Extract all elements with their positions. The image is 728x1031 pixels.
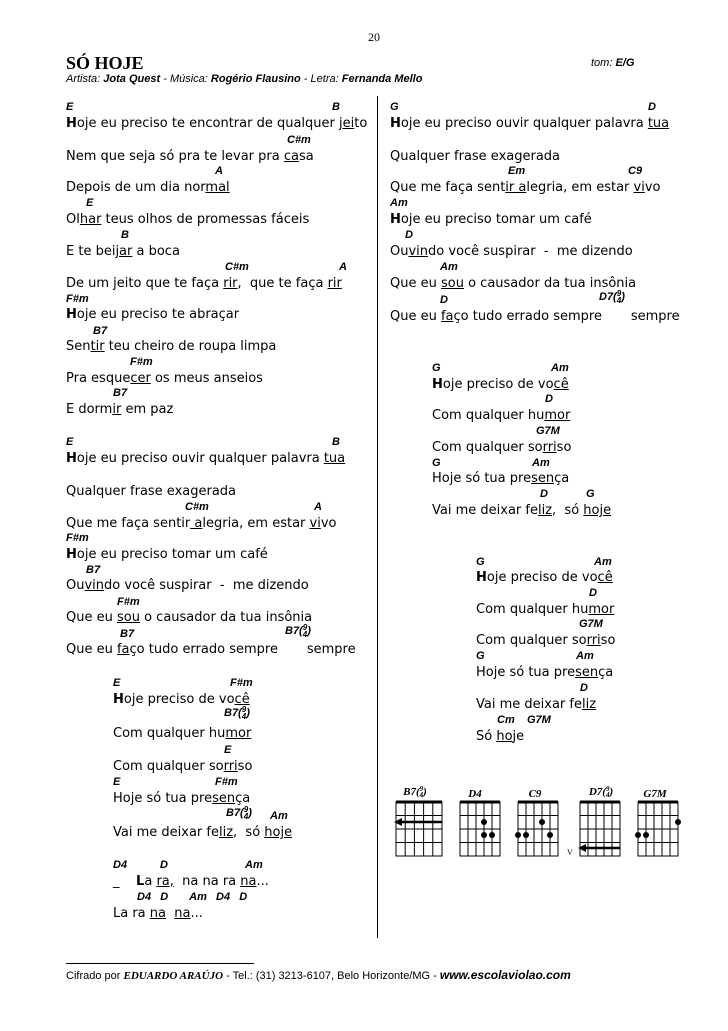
lyric-text: em paz [121,402,174,417]
lyric-syllable: ca [283,149,299,164]
lyric-line [66,276,342,291]
lyric-text: oje preciso de vo [123,692,235,707]
chord-root: D7( [599,290,617,303]
lyric-syllable: cê [553,377,569,392]
lyric-line [66,244,180,259]
lyric-syllable: jar [115,244,133,259]
chord-tension-top: 9 [616,289,622,298]
chord: Am [532,457,550,469]
chord: E [113,677,121,689]
song-title: SÓ HOJE [66,53,144,73]
initial-letter: H [476,570,487,585]
lyric-syllable: mor [588,602,615,617]
lyric-text: Com qualquer hu [432,408,545,423]
lyric-line [66,547,268,562]
lyric-text: Depois de um dia nor [66,180,206,195]
lyric-line [390,276,636,291]
lyric-syllable: vi [309,516,321,531]
chord: D [580,682,588,694]
chord: A [339,261,347,273]
chord: B [332,101,340,113]
lyric-text: Com qualquer hu [476,602,589,617]
lyric-text: so [556,440,572,455]
footer [66,968,571,982]
lyric-text: _ [113,874,137,889]
lyric-text: ça [554,471,570,486]
lyric-line [476,633,615,648]
lyric-line [476,570,613,585]
chord: E [113,776,121,788]
lyric-syllable: cê [234,692,250,707]
lyric-line [113,759,252,774]
lyric-text: Sen [66,339,91,354]
artist-label: Artista: [66,73,101,85]
chord: G [390,101,399,113]
chord-extended [224,706,250,720]
lyric-text: ... [190,906,203,921]
lyric-text: teu cheiro de roupa limpa [104,339,277,354]
chord: F#m [230,677,253,689]
lyric-syllable: cer [130,371,151,386]
chord: D [405,229,413,241]
lyric-syllable: liz [537,503,553,518]
lyric-text: ço tudo errado sempre sempre [129,642,356,657]
initial-letter: H [113,692,124,707]
lyric-syllable: na [149,906,167,921]
lyric-line [390,244,633,259]
lyric-line [113,726,251,741]
chord: G7M [536,425,560,437]
lyric-syllable: sou [440,276,464,291]
lyric-text: La ra [113,906,150,921]
chord: G7M [579,618,603,630]
lyric-line [476,729,524,744]
lyric-line [66,116,367,131]
chord-close: ) [307,624,311,637]
chord-tension-bottom: 4 [241,712,247,721]
lyric-text: o causador da tua insônia [463,276,637,291]
chord: Am [390,197,408,209]
lyric-syllable: cê [597,570,613,585]
lyric-line [113,791,250,806]
diagram-close: ) [609,786,614,798]
lyric-text: Que eu [66,610,117,625]
chord-tension-bottom: 4 [302,630,308,639]
lyric-text: Ho [432,471,450,486]
lyric-text: Vai me deixar fe [113,825,219,840]
chord-root: B7( [224,706,242,719]
lyric-text: so [600,633,616,648]
chord: D [440,294,448,306]
chord: Am [551,362,569,374]
diagram-tension-top: 9 [419,785,424,794]
lyric-text: je só tua pre [493,665,576,680]
lyric-syllable: vin [408,244,429,259]
lyric-text: Com qualquer so [432,440,543,455]
lyric-line [113,906,203,921]
diagram-close: ) [423,786,427,798]
lyric-line [476,697,596,712]
lyric-syllable: hoje [583,503,612,518]
lyric-text: , só [233,825,265,840]
lyric-syllable: jei [339,116,355,131]
lyric-text: , que te faça [237,276,328,291]
lyric-line [432,440,571,455]
chord: B7 [113,387,128,399]
lyric-text: oje eu preciso ouvir qualquer palavra [400,116,648,131]
diagram-tension-bottom: 4 [419,791,424,800]
lyric-text: Com qualquer so [476,633,587,648]
lyric-text: Ol [66,212,80,227]
chord-diagram-g7m [635,802,681,856]
chord-tension-top: 9 [243,805,249,814]
chord-root: B7( [226,806,244,819]
chord: D4 D Am D4 D [137,891,248,903]
lyric-line [66,307,239,322]
chord-close: ) [246,706,250,719]
lyric-syllable: na [174,906,191,921]
song-credits: Artista: Jota Quest - Música: Rogério Flausino - Letra: Fernanda Mello [66,73,423,85]
website-link[interactable]: www.escolaviolao.com [439,968,571,982]
lyric-text: ça [235,791,251,806]
lyric-text: na na ra [173,874,241,889]
lyric-syllable: liz [581,697,597,712]
lyric-text: vo [644,180,661,195]
lyric-syllable: rir [327,276,342,291]
lyrics-label: Letra: [310,73,339,85]
lyric-line [113,874,269,889]
initial-letter: H [66,451,77,466]
lyric-line: Qualquer frase exagerada [66,484,237,499]
arranger-name: EDUARDO ARAÚJO [123,970,224,982]
chord: D [545,393,553,405]
lyric-line [432,377,569,392]
lyric-text: vo [320,516,337,531]
fret-marker: V [567,848,573,857]
diagram-name-b7-9-4 [385,786,445,798]
lyric-text: Que me faça sentir [66,516,191,531]
chord: B7 [120,628,135,640]
lyric-text: Que eu [390,309,441,324]
lyric-text: Com qualquer so [113,759,224,774]
lyric-text: Com qualquer hu [113,726,226,741]
lyric-syllable: vin [84,578,105,593]
chord-extended [599,290,625,304]
chord: E [66,101,74,113]
chord-close: ) [248,806,252,819]
chord: D [589,587,597,599]
chord-tension-bottom: 4 [616,296,622,305]
chord: G [476,556,485,568]
chord: D [540,488,548,500]
lyric-text: ça [598,665,614,680]
lyric-text: je só tua pre [449,471,532,486]
lyric-text: oje preciso de vo [442,377,554,392]
diagram-name-g7m: G7M [643,788,667,800]
lyric-text: a [144,874,157,889]
lyric-text: je [512,729,525,744]
key-value: E/G [615,57,635,69]
chord: C#m [185,501,209,513]
lyric-line [66,642,356,657]
chord: Am [576,650,594,662]
chord-close: ) [621,290,625,303]
lyric-line [113,825,292,840]
lyric-text: Que eu [66,642,117,657]
lyric-line [476,602,614,617]
lyric-syllable: rri [223,759,238,774]
chord: F#m [66,532,89,544]
chord: E [86,197,94,209]
lyric-syllable: a [190,516,203,531]
chord-extended [226,806,252,820]
chord: F#m [117,596,140,608]
lyric-syllable: mor [544,408,571,423]
lyric-text: , só [552,503,584,518]
lyric-text: legria, em estar [202,516,310,531]
lyric-text: oje eu preciso tomar um café [400,212,592,227]
lyric-text: do você suspirar - me dizendo [428,244,633,259]
lyric-line [66,371,263,386]
chord: G [432,457,441,469]
lyric-syllable: fa [116,642,130,657]
diagram-tension-bottom: 4 [605,791,610,800]
chord: G [476,650,485,662]
lyric-line [390,116,669,131]
lyric-text: Ho [476,665,494,680]
lyric-syllable: sou [116,610,140,625]
lyric-syllable: hoje [264,825,293,840]
lyric-line [66,578,309,593]
initial-letter: H [66,116,77,131]
lyric-text: oje eu preciso tomar um café [76,547,268,562]
lyric-line [66,610,312,625]
lyric-syllable: vi [633,180,645,195]
song-key [591,57,634,69]
lyric-syllable: sen [575,665,599,680]
chord-root: B7( [285,624,303,637]
lyric-text: do você suspirar - me dizendo [104,578,309,593]
footer-contact: - Tel.: (31) 3213-6107, Belo Horizonte/MG - [223,970,440,982]
lyric-text: Só [476,729,497,744]
chord-tension-top: 9 [302,623,308,632]
chord: F#m [215,776,238,788]
initial-letter: H [390,212,401,227]
lyric-syllable: har [79,212,102,227]
lyric-syllable: mal [205,180,230,195]
lyric-text: os meus anseios [150,371,263,386]
diagram-root: B7( [403,786,420,798]
lyric-syllable: rir [223,276,238,291]
chord: G [432,362,441,374]
chord: Cm G7M [497,714,551,726]
lyric-syllable: mor [225,726,252,741]
lyric-line [432,471,569,486]
lyric-text: Pra esque [66,371,131,386]
lyric-text: E dorm [66,402,113,417]
lyric-line [476,665,613,680]
lyric-syllable: liz [218,825,234,840]
initial-letter: L [136,874,145,889]
lyric-text: sa [298,149,314,164]
lyric-syllable: na [240,874,257,889]
chord: E [224,744,232,756]
diagram-root: D7( [588,786,606,798]
music-author: Rogério Flausino [210,73,301,85]
chord: A [314,501,322,513]
lyric-line [66,339,276,354]
lyric-syllable: tua [647,116,670,131]
chord: Am [594,556,612,568]
lyric-line [66,180,230,195]
footer-prefix: Cifrado por [66,970,124,982]
lyric-text: a boca [132,244,180,259]
lyric-text: oje eu preciso te abraçar [76,307,240,322]
lyric-line [66,402,173,417]
chord: C9 [628,165,643,177]
lyric-text: so [237,759,253,774]
diagram-name-d4: D4 [468,788,482,800]
chord: F#m [66,293,89,305]
chord-tension-top: 9 [241,705,247,714]
chord: C#m [287,134,311,146]
lyric-line [390,180,660,195]
lyric-text: Ou [66,578,85,593]
lyric-line [66,212,309,227]
artist-name: Jota Quest [103,73,161,85]
lyric-text: oje eu preciso ouvir qualquer palavra [76,451,324,466]
initial-letter: H [66,547,77,562]
lyric-text: ... [256,874,269,889]
chord: B7 [86,564,101,576]
lyric-line [66,149,314,164]
chord: Am [245,859,263,871]
initial-letter: H [66,307,77,322]
lyric-text: oje preciso de vo [486,570,598,585]
chord: D4 [113,859,128,871]
lyric-text: Ou [390,244,409,259]
lyric-text: je só tua pre [130,791,213,806]
lyric-line [432,408,570,423]
lyric-text: Vai me deixar fe [476,697,582,712]
chord-tension-bottom: 4 [243,812,249,821]
chord: Am [270,810,288,822]
page-number: 20 [368,30,380,44]
chord: B [121,229,129,241]
music-label: Música: [169,73,208,85]
chord-diagrams [380,800,700,862]
footer-rule [66,963,254,964]
lyric-syllable: tua [323,451,346,466]
diagram-name-c9: C9 [528,788,542,800]
lyric-syllable: ra, [156,874,174,889]
chord-extended [285,624,311,638]
key-label: tom: [591,57,613,69]
lyric-line [66,451,345,466]
chord: Am [440,261,458,273]
lyric-line [66,516,336,531]
chord: D [160,859,168,871]
lyric-text: Nem que seja só pra te levar pra [66,149,284,164]
chord: B [332,436,340,448]
diagram-name-d7-9-4 [571,786,631,798]
chord: Em [508,165,526,177]
column-divider [377,96,378,938]
lyric-syllable: ho [496,729,513,744]
lyric-text: oje eu preciso te encontrar de qualquer [76,116,339,131]
lyric-syllable: rri [542,440,557,455]
lyric-line [432,503,611,518]
diagram-tension-top: 9 [605,785,610,794]
initial-letter: H [432,377,443,392]
chord-diagram-d7 [567,802,620,857]
lyric-line [113,692,250,707]
lyric-text: to [354,116,368,131]
lyric-line [390,212,592,227]
lyric-text: E te bei [66,244,116,259]
chord-diagram-c9 [515,802,558,856]
chord: E [66,436,74,448]
chord: F#m [130,356,153,368]
lyric-text: Vai me deixar fe [432,503,538,518]
lyric-text: legria, em estar [526,180,634,195]
lyric-text: teus olhos de promessas fáceis [101,212,310,227]
lyric-syllable: fa [440,309,454,324]
chord: C#m [225,261,249,273]
chord: D [648,101,656,113]
lyric-syllable: sen [212,791,236,806]
lyric-text: Ho [113,791,131,806]
lyric-text: De um jeito que te faça [66,276,224,291]
lyric-syllable: rri [586,633,601,648]
chord: G [586,488,595,500]
lyric-text: Que eu [390,276,441,291]
chord-diagram-b7 [394,802,442,856]
lyrics-author: Fernanda Mello [341,73,423,85]
chord: A [215,165,223,177]
lyric-syllable: ir [112,402,122,417]
chord: B7 [93,325,108,337]
lyric-text: ço tudo errado sempre sempre [453,309,680,324]
lyric-line [390,309,680,324]
lyric-text: Que me faça sent [390,180,506,195]
lyric-line: Qualquer frase exagerada [390,149,561,164]
lyric-syllable: ir a [505,180,527,195]
chord-diagram-d4 [460,802,500,856]
lyric-text: o causador da tua insônia [139,610,313,625]
lyric-syllable: sen [531,471,555,486]
lyric-syllable: tir [90,339,105,354]
initial-letter: H [390,116,401,131]
